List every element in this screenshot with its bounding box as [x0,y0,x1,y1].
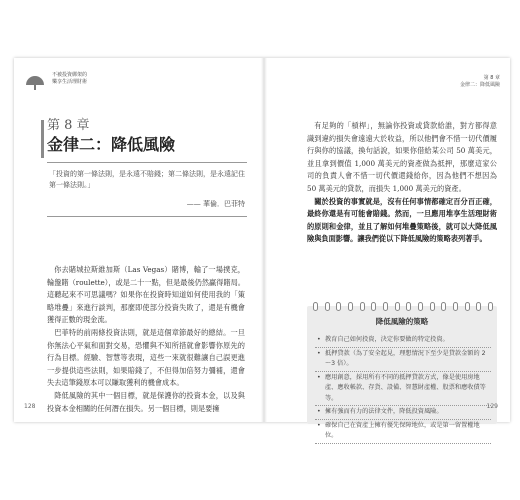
running-head-title: 金律二：降低風險 [459,82,500,88]
chapter-number: 第 8 章 [47,118,90,133]
chapter-heading [47,118,175,156]
page-number-right: 129 [486,403,498,410]
left-body-text [47,264,245,415]
left-page [14,58,261,422]
paragraph: 你去賭城拉斯維加斯（Las Vegas）賭博，輸了一場撲克，輪盤賭（roulette），或是二十一點，但是最後仍然贏得賭局。這聽起來不可思議嗎？如果你在投資時知道如何使用我的「策略堆疊」來進行談判，那麼即使部分投資失敗了，還是有機會獲得正數的現金流。 [47,265,245,325]
running-head-line-2: 樂享生活理財術 [52,79,88,85]
umbrella-logo-icon [22,72,48,90]
list-item: • 應用創意，採用所有不同的抵押貸款方式，像是使用房地產、應收帳款、存貨、設備、智慧財產權、股票和應收債等等。 [315,372,491,407]
list-item: • 抵押貸款（為了安全起見，理想情況下至少是貸款金額的 2～3 倍）。 [315,348,491,372]
paragraph: 有足夠的「槓桿」，無論你投資或貸款給誰，對方都得意識到違約損失會遠遠大於收益，所以他們會不惜一切代價履行與你的協議，換句話說，如果你借給某公司 50 萬美元，並且拿到價值 1,000 萬美元的資產做為抵押，那麼這家公司的負責人會不惜一切代價還錢給你，因為他們不想因為 50 萬美元的貸款，而損失 1,000 萬美元的資產。 [307,121,497,193]
page-number-left: 128 [24,403,36,410]
right-page [267,58,510,439]
paragraph: 降低風險的其中一個目標，就是保護你的投資本金，以及與投資本金相關的任何潛在損失。另一個目標，則是要擁 [47,390,245,413]
list-item: • 教育自己如何投資，決定你要做的特定投資。 [315,334,491,348]
left-running-head [22,72,87,90]
epigraph-quote [47,162,247,217]
book-title-running-head [52,72,87,86]
chapter-title: 金律二：降低風險 [47,135,176,154]
strategy-box-title: 降低風險的策略 [375,317,429,326]
chapter-accent-bar [41,120,44,158]
right-body-text [307,120,497,246]
book-spread [14,58,510,439]
quote-text: 「投資的第一條法則，是永遠不賠錢；第二條法則，是永遠記住第一條法則。」 [49,170,245,189]
bold-paragraph: 關於投資的事實就是，沒有任何事情都確定百分百正確，最終你還是有可能會賠錢。然而，一旦應用堆享生活理財術的原則和金律，並且了解如何堆疊策略後，就可以大降低風險與負面影響。讓我們從以下降低風險的策略表列著手。 [307,196,497,244]
running-head-line-1: 不被投資綁架的 [52,72,88,78]
list-item: • 擁有強而有力的法律文件，降低投資風險。 [315,406,491,420]
notebook-rings [313,302,493,311]
right-running-head [460,75,500,89]
list-item: • 確保自己在資產上擁有優先保障地位，或是第一留置權地位。 [315,420,491,444]
quote-author: —— 華倫．巴菲特 [186,200,245,208]
paragraph: 巴菲特的前兩條投資法則，就是這個章節最好的總結。一旦你無法心平氣和面對交易，恐懼與不知所措就會影響你原先的行為目標。經驗、智慧等表現，這些一來就很難讓自己誤更進一步提供這些法則，如果賠錢了，不但得加倍努力彌補，還會失去這筆錢原本可以賺取獲利的機會成本。 [47,327,245,388]
strategy-note-box [307,306,497,439]
running-head-chapter: 第 8 章 [483,75,500,81]
strategy-list [315,334,491,444]
